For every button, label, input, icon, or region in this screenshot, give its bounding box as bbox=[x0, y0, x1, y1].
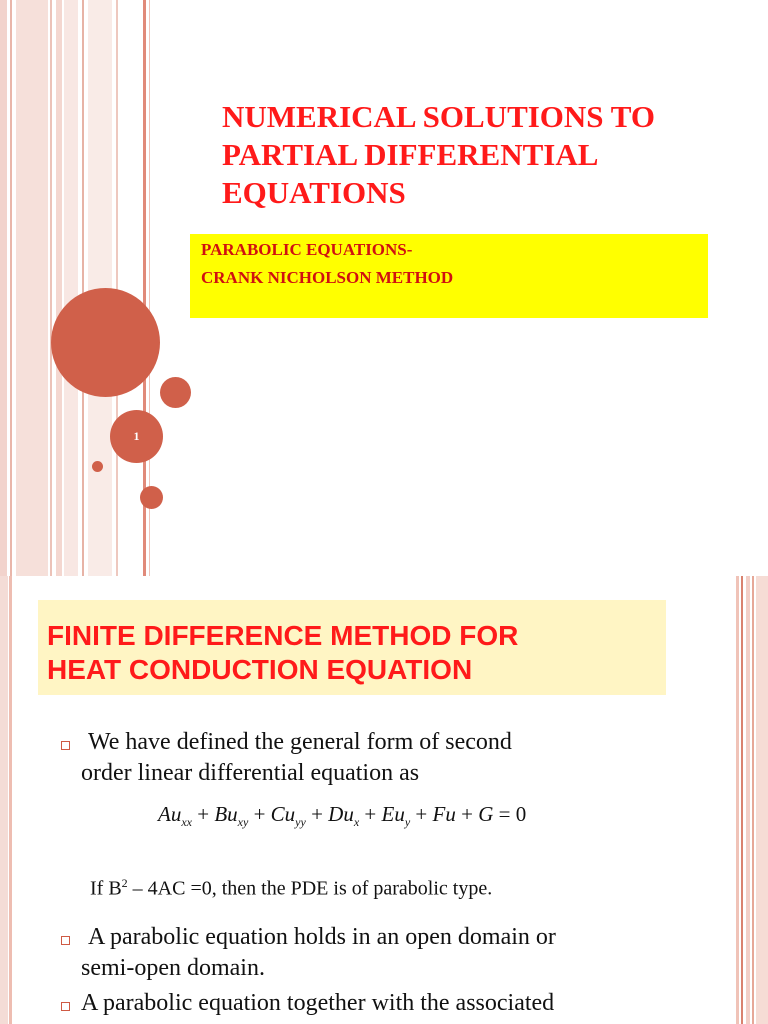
subtitle-line: PARABOLIC EQUATIONS- bbox=[201, 240, 413, 259]
subtitle-line: CRANK NICHOLSON METHOD bbox=[201, 268, 454, 287]
parabolic-condition: If $B^2 - 4AC =0$, then the PDE is of parabolic type. bbox=[90, 876, 493, 900]
decorative-circle-medium bbox=[160, 377, 191, 408]
decorative-stripe bbox=[736, 576, 739, 1024]
decorative-stripe bbox=[752, 576, 754, 1024]
square-bullet-icon bbox=[61, 936, 70, 945]
square-bullet-icon bbox=[61, 741, 70, 750]
decorative-stripe bbox=[0, 576, 8, 1024]
subtitle-box bbox=[190, 234, 708, 318]
decorative-stripe bbox=[50, 0, 52, 576]
slide-title-line: NUMERICAL SOLUTIONS TO bbox=[222, 99, 655, 134]
decorative-stripe bbox=[741, 576, 743, 1024]
decorative-stripe bbox=[9, 576, 12, 1024]
decorative-circle-small bbox=[140, 486, 163, 509]
slide-title-line: PARTIAL DIFFERENTIAL bbox=[222, 137, 599, 172]
decorative-stripe bbox=[0, 0, 7, 576]
decorative-stripe bbox=[64, 0, 78, 576]
decorative-stripe bbox=[16, 0, 48, 576]
decorative-circle-small bbox=[92, 461, 103, 472]
decorative-stripe bbox=[756, 576, 768, 1024]
decorative-stripe bbox=[10, 0, 12, 576]
decorative-circle-large bbox=[51, 288, 160, 397]
slide-title bbox=[222, 98, 752, 212]
slide-heading-line: HEAT CONDUCTION EQUATION bbox=[47, 654, 473, 685]
bullet-text: We have defined the general form of second bbox=[88, 729, 512, 755]
slide-heading-box bbox=[38, 600, 666, 695]
slide-number-badge bbox=[110, 410, 163, 463]
bullet-text: A parabolic equation holds in an open domain or bbox=[88, 924, 556, 950]
decorative-stripe bbox=[116, 0, 118, 576]
bullet-text: order linear differential equation as bbox=[81, 760, 420, 786]
decorative-stripe bbox=[56, 0, 62, 576]
bullet-text: A parabolic equation together with the associated bbox=[81, 990, 555, 1016]
slide-title-line: EQUATIONS bbox=[222, 175, 406, 210]
slide-heading-line: FINITE DIFFERENCE METHOD FOR bbox=[47, 620, 519, 651]
content-slide bbox=[0, 576, 768, 1024]
bullet-text: semi-open domain. bbox=[81, 955, 265, 981]
square-bullet-icon bbox=[61, 1002, 70, 1011]
decorative-stripe bbox=[746, 576, 750, 1024]
pde-equation: $Au_{xx} + Bu_{xy} + Cu_{yy} + Du_x + Eu_y + Fu + G = 0$ bbox=[158, 802, 527, 830]
decorative-stripe bbox=[82, 0, 84, 576]
slide-number: 1 bbox=[133, 429, 140, 443]
